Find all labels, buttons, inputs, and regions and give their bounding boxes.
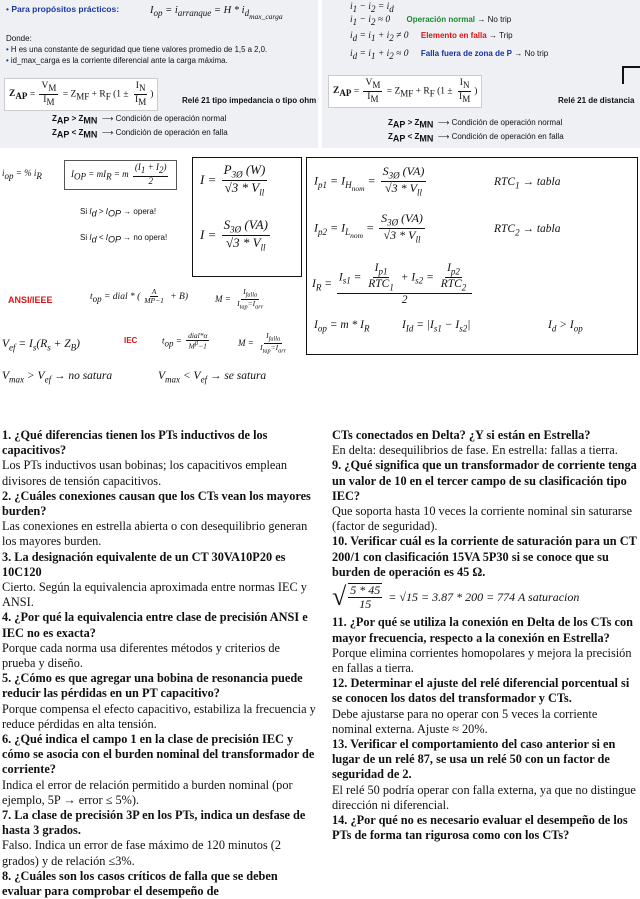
qa-item [2,550,316,611]
answer: Los PTs inductivos usan bobinas; los capacitivos emplean divisores de tensión capacitivos. [2,458,288,488]
if-opera: Si $I_d > I_{OP}$ → opera! [80,207,157,219]
practical-text: Para propósitos prácticos: [11,4,120,14]
question: 6. ¿Qué indica el campo 1 en la clase de precisión IEC y cómo se asocia con el burden nominal del transformador de corriente? [2,732,315,777]
qa-left-column [2,428,316,899]
answer: Porque elimina corrientes homopolares y mejora la precisión en fallas a tierra. [332,645,632,676]
eq-outside-label: Falla fuera de zona de P [420,49,512,58]
qa-item [2,489,316,550]
eq-outside: $i_d = i_1 + i_2 \approx 0$ Falla fuera de zona de P → No trip [350,49,549,61]
question: 14. ¿Por qué no es necesario evaluar el desempeño de los PTs de forma tan rigurosa como con los CTs? [332,813,628,843]
qa-item [332,534,638,580]
cond-fault-text-right: Condición de operación en falla [451,132,564,141]
box2-rtc2: $RTC_2$ → tabla [494,223,561,238]
rele21-label-right: Relé 21 de distancia [558,96,635,105]
question: 4. ¿Por qué la equivalencia entre clase de precisión ANSI e IEC no es exacta? [2,610,308,640]
vmax-lt: $V_{max} < V_{ef}$ → se satura [158,370,267,385]
rele21-label-left: Relé 21 tipo impedancia o tipo ohm [182,96,317,105]
eq-normal-label: Operación normal [406,15,476,24]
answer: Indica el error de relación permitido a burden nominal (por ejemplo, 5P → error ≤ 5%). [2,777,293,807]
answer: Porque compensa el efecto capacitivo, estabiliza la frecuencia y reduce pérdidas en alta tensión. [2,701,316,731]
iop-pct: $i_{op}$ = % $i_R$ [2,168,42,181]
top-left-panel [0,0,318,148]
m-ansi: M = $\frac{I_{falla}}{I_{tap}=I_{arr}}$ [215,287,264,311]
bullet-h-text: H es una constante de seguridad que tiene valores promedio de 1,5 a 2,0. [10,45,268,54]
calc-denominator: 15 [359,597,372,612]
qa-item [332,615,638,676]
box1-i-power: I = $\frac{P_{3Ø} (W)}{√3 * V_{ll}}$ [200,162,266,199]
answer: Falso. Indica un error de fase máximo de 120 minutos (2 grados) y de relación ≤3%. [2,838,282,868]
cond-normal-text-left: Condición de operación normal [115,114,227,123]
box2-ir: $I_R$ = $I_{s1}$ = $\frac{I_{p1}}{RTC_1}$ + $I_{s2}$ = $\frac{I_{p2}}{RTC_2}$ 2 [312,262,474,307]
box2-ip2: $I_{p2} = I_{L_{nom}}$ = $\frac{S_{3Ø} (VA)}{√3 * V_{ll}}$ [314,211,423,245]
vmax-gt: $V_{max} > V_{ef}$ → no satura [2,370,113,385]
iec-label: IEC [124,336,138,345]
box2-ip1: $I_{p1} = I_{H_{nom}}$ = $\frac{S_{3Ø} (VA)}{√3 * V_{ll}}$ [314,164,425,198]
arrow-glyph-right [622,66,640,84]
donde-label: Donde: [6,34,32,43]
qa-item [332,676,638,737]
qa-item [332,737,638,813]
cond-fault-left: $Z_{AP} < Z_{MN}$ ⟶ Condición de operación en falla [52,128,228,140]
eq-fault-label: Elemento en falla [420,31,487,40]
qa-item [332,813,638,843]
answer: Cierto. Según la equivalencia aproximada entre normas IEC y ANSI. [2,580,307,610]
qa-item [2,428,316,489]
question: 2. ¿Cuáles conexiones causan que los CTs vean los mayores burden? [2,488,311,519]
eq-normal-result: No trip [487,15,512,24]
question-continued: CTs conectados en Delta? ¿Y si están en Estrella? [332,428,591,442]
box2-iop: $I_{op} = m * I_R$ [314,319,370,334]
box2-id: $I_{Id} = |I_{s1} - I_{s2}|$ [402,319,471,334]
bullet-id: • id_max_carga es la corriente diferencial ante la carga máxima. [6,56,228,65]
zap-formula-left: $Z_{AP}$ = $\frac{V_M}{I_M}$ = $Z_{MF} + R_F$ (1 ± $\frac{I_N}{I_M}$ ) [4,78,158,111]
qa-item [332,458,638,534]
box2-cond: $I_d > I_{op}$ [548,319,583,334]
calc-result: = √15 = 3.87 * 200 = 774 A saturacion [388,589,580,604]
top-ansi: $t_{op}$ = dial * ( $\frac{A}{MP-1}$ + B) [90,287,189,306]
answer: Porque cada norma usa diferentes métodos y criterios de prueba y diseño. [2,640,280,671]
question: 3. La designación equivalente de un CT 30VA10P20 es 10C120 [2,549,286,579]
qa-item [2,808,316,869]
question: 1. ¿Qué diferencias tienen los PTs inductivos de los capacitivos? [2,428,268,458]
question: 8. ¿Cuáles son los casos críticos de falla que se deben evaluar para comprobar el desempeño de [2,868,278,899]
answer: Las conexiones en estrella abierta o con desequilibrio generan los mayores burden. [2,519,308,549]
m-iec: M = $\frac{I_{falla}}{I_{tap}=I_{arr}}$ [238,331,287,355]
iop-box: $I_{OP} = mI_R = m$ $\frac{(I_1 + I_2)}{2}$ [64,160,177,190]
question: 12. Determinar el ajuste del relé diferencial porcentual si se conocen los datos del transformador y CTs. [332,676,630,706]
question: 10. Verificar cuál es la corriente de saturación para un CT 200/1 con clasificación 15VA 5P30 si se conoce que su burden de operación es 45 Ω. [332,534,637,579]
bullet-h: • H es una constante de seguridad que tiene valores promedio de 1,5 a 2,0. [6,45,268,54]
calc-numerator: 5 * 45 [350,583,381,598]
qa-item [2,732,316,808]
qa-item [2,671,316,732]
cond-fault-right: $Z_{AP} < Z_{MN}$ ⟶ Condición de operación en falla [388,132,564,144]
eq-id: $i_1 - i_2 = i_d$ [350,2,394,14]
cond-normal-text-right: Condición de operación normal [451,118,563,127]
question: 11. ¿Por qué se utiliza la conexión en Delta de los CTs con mayor frecuencia, respecto a la conexión en Estrella? [332,615,633,645]
saturation-calc: √ $\frac{5 * 45}{15}$ = √15 = 3.87 * 200 = 774 A saturacion [332,582,580,612]
practical-bullet: • Para propósitos prácticos: [6,4,120,14]
qa-item [2,610,316,671]
cond-normal-left: $Z_{AP} > Z_{MN}$ ⟶ Condición de operación normal [52,114,227,126]
answer: Que soporta hasta 10 veces la corriente nominal sin saturarse (factor de seguridad). [332,504,633,534]
qa-item [2,869,316,899]
question: 7. La clase de precisión 3P en los PTs, indica un desfase de hasta 3 grados. [2,808,306,838]
vef-formula: $V_{ef} = I_s(R_s + Z_B)$ [2,338,81,353]
eq-normal: $i_1 - i_2 \approx 0$ Operación normal → No trip [350,15,512,27]
zap-formula-right: $Z_{AP}$ = $\frac{V_M}{I_M}$ = $Z_{MF} + R_F$ (1 ± $\frac{I_N}{I_M}$ ) [328,75,482,108]
cond-normal-right: $Z_{AP} > Z_{MN}$ ⟶ Condición de operación normal [388,118,563,130]
question: 5. ¿Cómo es que agregar una bobina de resonancia puede reducir las pérdidas en un PT capacitivo? [2,671,303,701]
eq-fault-result: Trip [499,31,513,40]
top-iec: $t_{op}$ = $\frac{\text{dial*α}}{M^\beta-1}$ [162,331,208,351]
cond-fault-text-left: Condición de operación en falla [115,128,228,137]
box1-i-apparent: I = $\frac{S_{3Ø} (VA)}{√3 * V_{ll}}$ [200,217,268,254]
qa-right-column [332,428,638,843]
iop-formula: $I_{op} = i_{arranque} = H * i_{d_{max\_carga}}$ [150,5,283,21]
bullet-id-text: id_max_carga es la corriente diferencial ante la carga máxima. [10,56,228,65]
if-no-opera: Si $I_d < I_{OP}$ → no opera! [80,233,168,245]
answer: En delta: desequilibrios de fase. En estrella: fallas a tierra. [332,443,618,458]
question: 13. Verificar el comportamiento del caso anterior si en lugar de un relé 87, se usa un relé 50 con un factor de seguridad de 2. [332,737,616,782]
ansi-label: ANSI/IEEE [8,295,53,305]
answer: El relé 50 podría operar con falla externa, ya que no distingue dirección ni diferencial. [332,782,636,812]
question: 9. ¿Qué significa que un transformador de corriente tenga un valor de 10 en el tercer campo de su clasificación tipo IEC? [332,458,637,503]
answer: Debe ajustarse para no operar con 5 veces la corriente nominal externa. Ajuste ≈ 20%. [332,706,598,736]
box2-rtc1: $RTC_1$ → tabla [494,176,561,191]
eq-fault: $i_d = i_1 + i_2 \ne 0$ Elemento en falla → Trip [350,31,513,43]
eq-outside-result: No trip [524,49,549,58]
